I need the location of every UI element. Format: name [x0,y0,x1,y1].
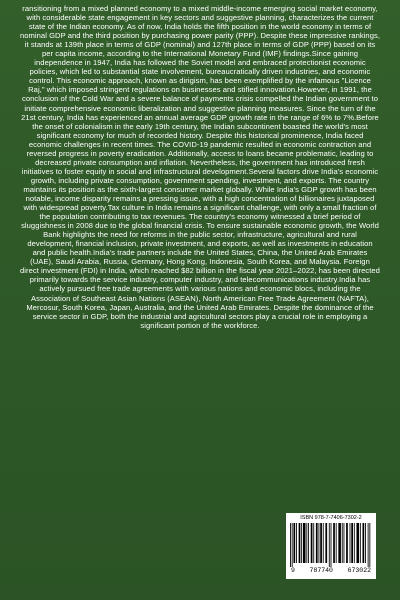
isbn-digit-group-left: 787740 [309,567,333,574]
isbn-digit-group-right: 673022 [347,567,371,574]
barcode-icon [290,523,372,567]
isbn-label: ISBN 978-7-7406-7302-2 [300,515,362,521]
isbn-digits [290,567,372,575]
back-cover-blurb: ransitioning from a mixed planned economy to a mixed middle-income emerging social market economy, with considerable state engagement in key sectors and suggestive planning, characterizes the current state of the Indian economy. As of now, India holds the fifth position in the world economy in terms of nominal GDP and the third position by purchasing power parity (PPP). Despite these impressive rankings, it stands at 139th place in terms of GDP (nominal) and 127th place in terms of GDP (PPP) based on its per capita income, according to the International Monetary Fund (IMF) findings.Since gaining independence in 1947, India has followed the Soviet model and embraced protectionist economic policies, which led to substantial state involvement, bureaucratically driven industries, and economic control. This economic approach, known as dirigism, has been exemplified by the infamous "Licence Raj," which imposed stringent regulations on businesses and stifled innovation.However, in 1991, the conclusion of the Cold War and a severe balance of payments crisis compelled the Indian government to initiate comprehensive economic liberalization and suggestive planning measures. Since the turn of the 21st century, India has experienced an annual average GDP growth rate in the range of 6% to 7%.Before the onset of colonialism in the early 19th century, the Indian subcontinent boasted the world's most significant economy for much of recorded history. Despite this historical prominence, India faced economic challenges in recent times. The COVID-19 pandemic resulted in economic contraction and reversed progress in poverty eradication. Additionally, access to loans became problematic, leading to decreased private consumption and inflation. Nevertheless, the government has introduced fresh initiatives to foster equity in social and infrastructural development.Several factors drive India's economic growth, including private consumption, government spending, investment, and exports. The country maintains its position as the sixth-largest consumer market globally. While India's GDP growth has been notable, income disparity remains a pressing issue, with a high concentration of billionaires juxtaposed with widespread poverty.Tax culture in India remains a significant challenge, with only a small fraction of the population contributing to tax revenues. The country's economy witnessed a brief period of sluggishness in 2008 due to the global financial crisis. To ensure sustainable economic growth, the World Bank highlights the need for reforms in the public sector, infrastructure, agricultural and rural development, financial inclusion, private investment, and exports, as well as investments in education and public health.India's trade partners include the United States, China, the United Arab Emirates (UAE), Saudi Arabia, Russia, Germany, Hong Kong, Indonesia, South Korea, and Malaysia. Foreign direct investment (FDI) in India, which reached $82 billion in the fiscal year 2021–2022, has been directed primarily towards the service industry, computer industry, and telecommunications industry.India has actively pursued free trade agreements with various nations and economic blocs, including the Association of Southeast Asian Nations (ASEAN), North American Free Trade Agreement (NAFTA), Mercosur, South Korea, Japan, Australia, and the United Arab Emirates. Despite the dominance of the service sector in GDP, both the industrial and agricultural sectors play a crucial role in employing a significant portion of the workforce. [20,4,380,330]
isbn-digit-prefix: 9 [291,567,295,574]
isbn-barcode-box [286,513,376,579]
